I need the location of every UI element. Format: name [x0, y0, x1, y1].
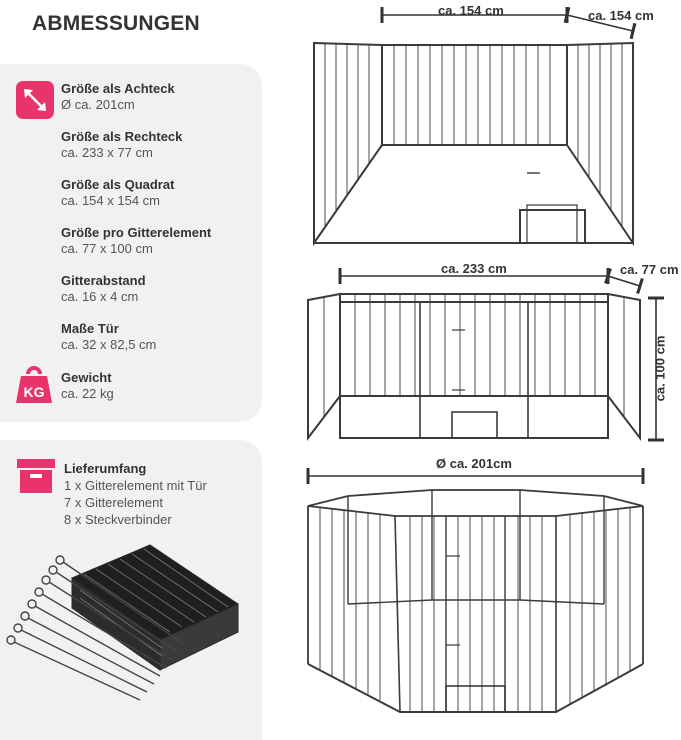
spec-label: Größe als Quadrat [61, 177, 175, 192]
spec-label: Gitterabstand [61, 273, 146, 288]
spec-value: ca. 16 x 4 cm [61, 289, 139, 304]
weight-icon-text: KG [23, 384, 45, 400]
spec-value: ca. 154 x 154 cm [61, 193, 160, 208]
square-pen-illustration [314, 43, 633, 243]
rect-width-label: ca. 233 cm [441, 261, 507, 276]
spec-value: ca. 32 x 82,5 cm [61, 337, 157, 352]
page-title: ABMESSUNGEN [32, 12, 200, 35]
octagon-pen-illustration [308, 490, 643, 712]
octagon-diameter-label: Ø ca. 201cm [436, 456, 512, 471]
delivery-item: 8 x Steckverbinder [64, 512, 172, 527]
spec-label: Größe als Achteck [61, 81, 175, 96]
delivery-item: 7 x Gitterelement [64, 495, 163, 510]
spec-label: Maße Tür [61, 321, 119, 336]
spec-label: Größe pro Gitterelement [61, 225, 212, 240]
spec-value: ca. 22 kg [61, 386, 114, 401]
spec-value: ca. 233 x 77 cm [61, 145, 153, 160]
folded-panels-illustration [72, 545, 238, 670]
rect-depth-label: ca. 77 cm [620, 262, 679, 277]
spec-value: Ø ca. 201cm [61, 97, 135, 112]
square-depth-label: ca. 154 cm [588, 8, 654, 23]
spec-label: Gewicht [61, 370, 112, 385]
rect-height-label: ca. 100 cm [652, 335, 668, 402]
rectangle-pen-illustration [308, 294, 640, 438]
spec-label: Größe als Rechteck [61, 129, 183, 144]
delivery-item: 1 x Gitterelement mit Tür [64, 478, 207, 493]
delivery-title: Lieferumfang [64, 461, 147, 476]
spec-value: ca. 77 x 100 cm [61, 241, 153, 256]
square-width-label: ca. 154 cm [438, 3, 504, 18]
